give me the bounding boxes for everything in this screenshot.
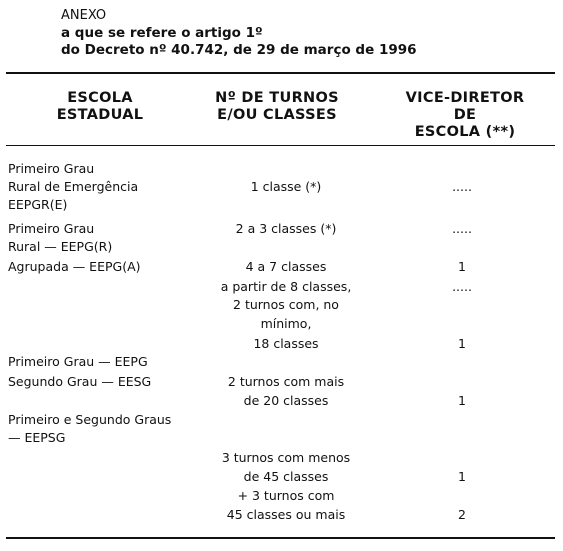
classes-line: + 3 turnos com [237, 488, 335, 503]
classes-line: de 45 classes [243, 469, 329, 484]
school-type-line: Primeiro Grau [8, 161, 95, 176]
school-type-line: Rural — EEPG(R) [8, 239, 113, 254]
school-type-line: Segundo Grau — EESG [8, 374, 152, 389]
column-header-line: ESCOLA [67, 90, 133, 106]
vice-director-value: 1 [458, 469, 466, 484]
column-header-line: VICE-DIRETOR [405, 90, 525, 106]
classes-line: 18 classes [253, 336, 319, 351]
top-rule [6, 72, 555, 74]
school-type-line: Agrupada — EEPG(A) [8, 259, 141, 274]
column-header-line: ESCOLA (**) [414, 124, 516, 140]
classes-line: de 20 classes [243, 393, 329, 408]
vice-director-value: 2 [458, 507, 466, 522]
column-header-escola [35, 90, 165, 124]
school-type-line: Rural de Emergência [8, 179, 139, 194]
vice-director-value: 1 [458, 259, 466, 274]
annex-label: ANEXO [61, 8, 107, 23]
bottom-rule [6, 537, 555, 539]
classes-line: 2 turnos com mais [227, 374, 345, 389]
column-header-line: E/OU CLASSES [217, 107, 337, 123]
school-type-line: Primeiro Grau — EEPG [8, 354, 148, 369]
classes-line: 2 turnos com, no [233, 297, 339, 312]
classes-line: 2 a 3 classes (*) [235, 221, 337, 236]
column-header-turnos [192, 90, 362, 124]
vice-director-value: ..... [452, 221, 472, 236]
school-type-line: — EEPSG [8, 430, 66, 445]
vice-director-value: 1 [458, 393, 466, 408]
school-type-line: EEPGR(E) [8, 197, 68, 212]
vice-director-value: ..... [452, 179, 472, 194]
classes-line: 1 classe (*) [250, 179, 322, 194]
vice-director-value: 1 [458, 336, 466, 351]
column-header-line: ESTADUAL [56, 107, 144, 123]
classes-line: a partir de 8 classes, [220, 279, 352, 294]
column-header-line: Nº DE TURNOS [215, 90, 339, 106]
decree-title: do Decreto nº 40.742, de 29 de março de 1996 [61, 42, 417, 58]
vice-director-value: ..... [452, 279, 472, 294]
header-rule [6, 145, 555, 146]
column-header-line: DE [453, 107, 477, 123]
school-type-line: Primeiro Grau [8, 221, 95, 236]
classes-line: 4 a 7 classes [245, 259, 327, 274]
annex-reference-line: a que se refere o artigo 1º [61, 25, 263, 41]
classes-line: 3 turnos com menos [221, 450, 351, 465]
classes-line: mínimo, [260, 316, 312, 331]
classes-line: 45 classes ou mais [226, 507, 346, 522]
school-type-line: Primeiro e Segundo Graus [8, 412, 172, 427]
column-header-vice-diretor [390, 90, 540, 141]
